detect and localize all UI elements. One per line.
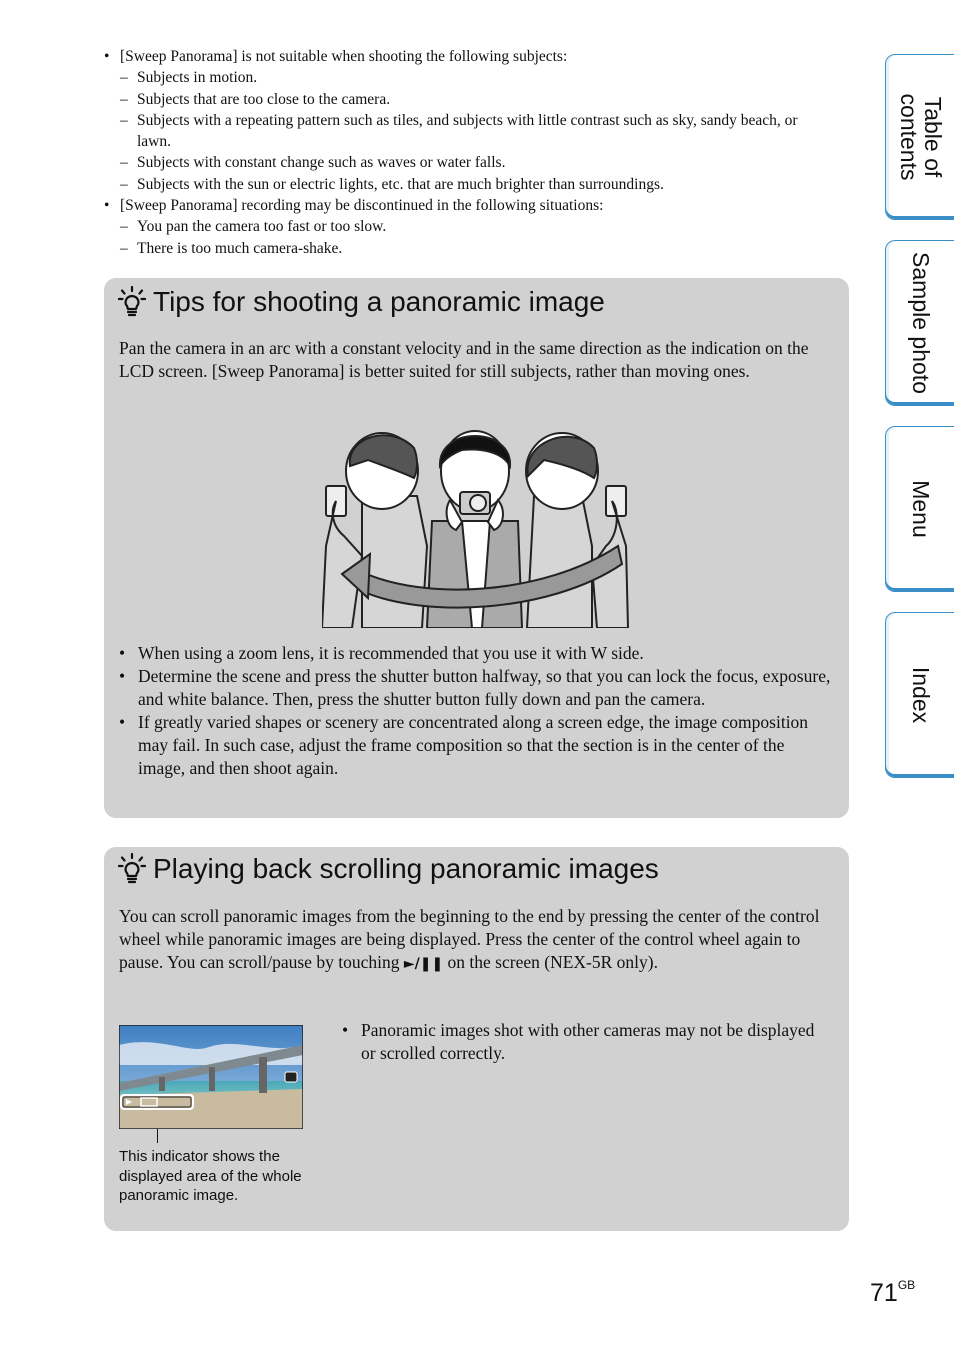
playback-heading [118, 853, 659, 885]
panorama-screenshot [119, 1025, 303, 1129]
playback-title: Playing back scrolling panoramic images [153, 853, 659, 884]
indicator-caption: This indicator shows the displayed area of the whole panoramic image. [119, 1148, 302, 1204]
playback-text-2: on the screen (NEX-5R only). [443, 952, 658, 972]
tips-paragraph: Pan the camera in an arc with a constant velocity and in the same direction as the indication on the LCD screen. [Sweep Panorama] is better suited for still subjects, rather than moving ones. [119, 338, 809, 381]
tab-label: Index [907, 666, 934, 724]
lightbulb-icon [118, 853, 146, 885]
tab-menu[interactable] [885, 426, 954, 592]
tips-title: Tips for shooting a panoramic image [153, 286, 605, 317]
list-subitem: – Subjects with the sun or electric lights, etc. that are much brighter than surroundings. [104, 174, 824, 195]
page-number-suffix: GB [897, 1278, 916, 1292]
playback-text-1: You can scroll panoramic images from the beginning to the end by pressing the center of the control wheel while panoramic images are being displayed. Press the center of the control wheel again to pause. You can scroll/pause by touching [119, 906, 820, 972]
tips-bullets [119, 642, 834, 780]
intro-list [104, 46, 824, 259]
list-item: • [Sweep Panorama] recording may be discontinued in the following situations: [104, 195, 824, 216]
tab-label: Sample photo [907, 252, 934, 394]
list-subitem: – Subjects that are too close to the camera. [104, 89, 824, 110]
list-item: • When using a zoom lens, it is recommended that you use it with W side. [119, 642, 834, 665]
list-item: • [Sweep Panorama] is not suitable when shooting the following subjects: [104, 46, 824, 67]
list-item: • Determine the scene and press the shutter button halfway, so that you can lock the focus, exposure, and white balance. Then, press the shutter button fully down and pan the camera. [119, 665, 834, 711]
tips-box [104, 278, 849, 818]
tab-sample-photo[interactable] [885, 240, 954, 406]
playback-paragraph [119, 905, 834, 976]
playback-note: • Panoramic images shot with other cameras may not be displayed or scrolled correctly. [342, 1019, 831, 1065]
list-subitem: – There is too much camera-shake. [104, 238, 824, 259]
panning-illustration [322, 426, 632, 628]
tips-heading [118, 286, 605, 318]
list-subitem: – Subjects with constant change such as waves or water falls. [104, 152, 824, 173]
list-subitem: – Subjects in motion. [104, 67, 824, 88]
tab-label: Menu [907, 480, 934, 538]
page-number [870, 1278, 915, 1308]
tab-table-of-contents[interactable] [885, 54, 954, 220]
playback-box [104, 847, 849, 1231]
list-subitem: – Subjects with a repeating pattern such as tiles, and subjects with little contrast such as sky, sandy beach, or lawn. [104, 110, 824, 153]
list-item: • If greatly varied shapes or scenery are concentrated along a screen edge, the image composition may fail. In such case, adjust the frame composition so that the section is in the center of the image, and then shoot again. [119, 711, 834, 780]
tab-index[interactable] [885, 612, 954, 778]
tab-label: Table of contents [895, 93, 946, 181]
lightbulb-icon [118, 286, 146, 318]
indicator-callout-line [157, 1129, 158, 1143]
page-number-value: 71 [870, 1279, 898, 1307]
play-pause-icon: ►/❚❚ [403, 956, 444, 972]
list-subitem: – You pan the camera too fast or too slow. [104, 216, 824, 237]
